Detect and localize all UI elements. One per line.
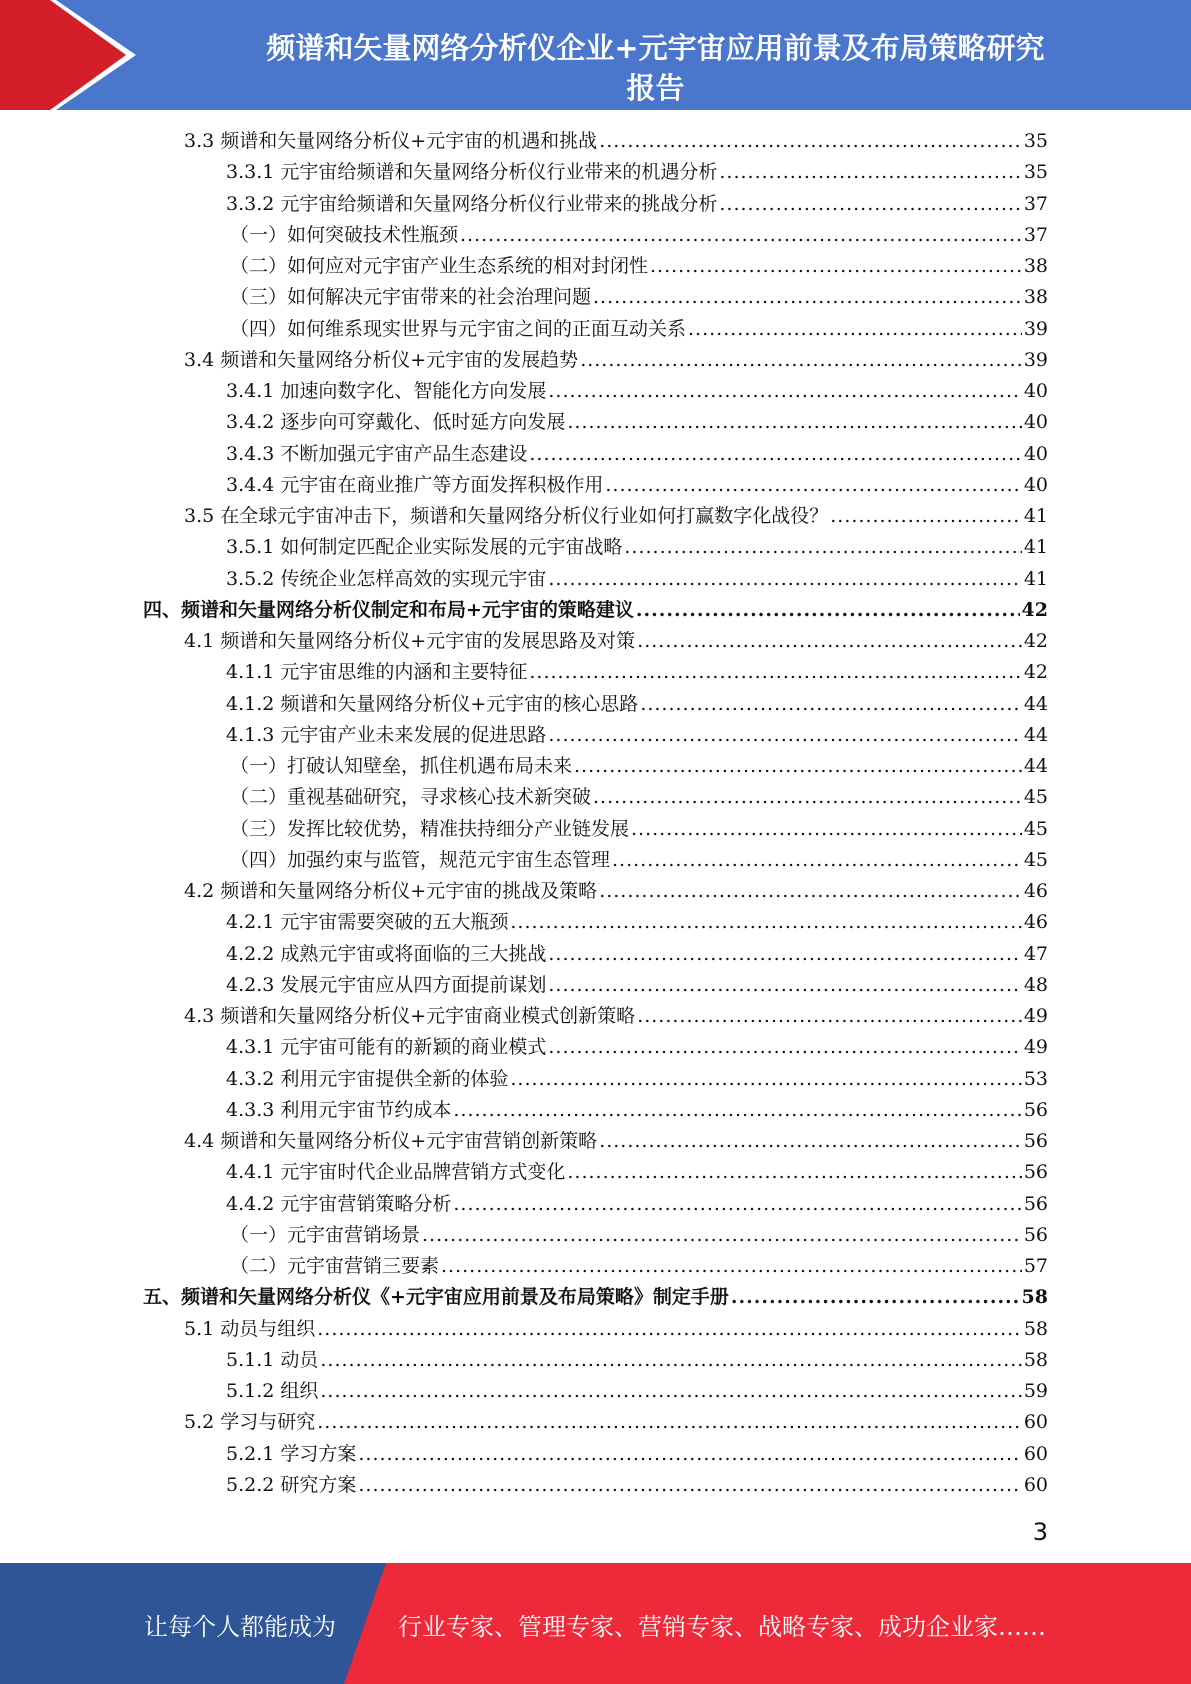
- toc-entry-label: （二）元宇宙营销三要素: [230, 1255, 440, 1277]
- toc-entry-page: 38: [1023, 255, 1048, 277]
- toc-entry-page: 35: [1023, 130, 1048, 152]
- toc-entry[interactable]: [226, 439, 1048, 470]
- toc-entry[interactable]: [226, 157, 1048, 188]
- toc-entry-page: 53: [1023, 1067, 1048, 1090]
- toc-entry[interactable]: [184, 1001, 1048, 1032]
- toc-entry[interactable]: [226, 1032, 1048, 1063]
- toc-entry-page: 42: [1023, 630, 1048, 652]
- toc-entry-page: 60: [1023, 1411, 1048, 1434]
- toc-entry-page: 56: [1023, 1223, 1048, 1246]
- toc-entry-page: 44: [1023, 755, 1048, 777]
- toc-leader-dots: [548, 568, 1021, 590]
- toc-entry-label: 4.1 频谱和矢量网络分析仪+元宇宙的发展思路及对策: [184, 630, 636, 652]
- toc-leader-dots: [510, 1068, 1021, 1090]
- toc-entry[interactable]: [230, 282, 1048, 313]
- toc-entry-page: 56: [1023, 1192, 1048, 1215]
- toc-leader-dots: [567, 411, 1021, 433]
- toc-leader-dots: [731, 1286, 1020, 1308]
- toc-entry[interactable]: [226, 1376, 1048, 1407]
- toc-entry[interactable]: [230, 251, 1048, 282]
- toc-entry[interactable]: [230, 845, 1048, 876]
- toc-entry-label: 4.1.3 元宇宙产业未来发展的促进思路: [226, 723, 547, 746]
- toc-entry[interactable]: [143, 1282, 1048, 1313]
- toc-entry-label: 5.1.2 组织: [226, 1380, 319, 1402]
- toc-leader-dots: [593, 286, 1022, 308]
- toc-entry[interactable]: [184, 1314, 1048, 1345]
- toc-entry-page: 49: [1023, 1005, 1048, 1027]
- toc-entry-page: 60: [1023, 1473, 1048, 1496]
- report-title-line1: 频谱和矢量网络分析仪企业+元宇宙应用前景及布局策略研究: [266, 31, 1045, 65]
- toc-entry-label: （二）如何应对元宇宙产业生态系统的相对封闭性: [230, 255, 649, 277]
- toc-entry-page: 35: [1023, 161, 1048, 184]
- toc-entry[interactable]: [226, 1439, 1048, 1470]
- toc-entry[interactable]: [226, 1157, 1048, 1188]
- toc-entry-page: 56: [1023, 1161, 1048, 1184]
- toc-leader-dots: [599, 130, 1022, 152]
- toc-entry[interactable]: [230, 751, 1048, 782]
- toc-entry[interactable]: [226, 1095, 1048, 1126]
- toc-entry-label: （一）打破认知壁垒，抓住机遇布局未来: [230, 755, 573, 777]
- toc-leader-dots: [631, 818, 1022, 840]
- toc-entry-page: 42: [1021, 598, 1048, 621]
- toc-leader-dots: [650, 255, 1022, 277]
- toc-leader-dots: [548, 1036, 1021, 1058]
- toc-entry-page: 37: [1023, 223, 1048, 246]
- toc-entry-label: 4.3.1 元宇宙可能有的新颖的商业模式: [226, 1036, 547, 1059]
- toc-entry[interactable]: [226, 1064, 1048, 1095]
- toc-entry-label: 五、频谱和矢量网络分析仪《+元宇宙应用前景及布局策略》制定手册: [143, 1286, 729, 1309]
- toc-entry-label: 4.2 频谱和矢量网络分析仪+元宇宙的挑战及策略: [184, 880, 598, 902]
- toc-leader-dots: [605, 474, 1021, 496]
- toc-entry-page: 42: [1023, 661, 1048, 684]
- toc-entry[interactable]: [226, 939, 1048, 970]
- page-number: 3: [1032, 1518, 1048, 1546]
- toc-leader-dots: [574, 755, 1022, 777]
- toc-entry-label: 4.2.2 成熟元宇宙或将面临的三大挑战: [226, 942, 547, 965]
- toc-leader-dots: [688, 318, 1022, 340]
- toc-entry[interactable]: [230, 1220, 1048, 1251]
- toc-entry-page: 58: [1023, 1348, 1048, 1371]
- toc-entry-label: 四、频谱和矢量网络分析仪制定和布局+元宇宙的策略建议: [143, 598, 634, 621]
- toc-entry-page: 40: [1023, 411, 1048, 434]
- toc-entry-label: 4.3.3 利用元宇宙节约成本: [226, 1098, 452, 1121]
- toc-entry-page: 44: [1023, 692, 1048, 715]
- toc-leader-dots: [441, 1255, 1022, 1277]
- toc-leader-dots: [593, 786, 1022, 808]
- toc-entry-label: 3.3 频谱和矢量网络分析仪+元宇宙的机遇和挑战: [184, 130, 598, 152]
- toc-entry-page: 58: [1023, 1317, 1048, 1340]
- toc-entry[interactable]: [226, 1345, 1048, 1376]
- toc-entry-label: （三）发挥比较优势，精准扶持细分产业链发展: [230, 817, 630, 840]
- toc-entry[interactable]: [226, 1470, 1048, 1501]
- toc-entry-page: 57: [1023, 1255, 1048, 1277]
- toc-entry[interactable]: [184, 1126, 1048, 1157]
- toc-entry-label: 4.4.2 元宇宙营销策略分析: [226, 1192, 452, 1215]
- toc-entry-page: 39: [1023, 317, 1048, 340]
- toc-leader-dots: [637, 1005, 1022, 1027]
- toc-leader-dots: [567, 1161, 1021, 1183]
- toc-entry[interactable]: [226, 970, 1048, 1001]
- toc-leader-dots: [317, 1411, 1022, 1433]
- toc-entry-page: 45: [1023, 786, 1048, 809]
- toc-leader-dots: [453, 1099, 1021, 1121]
- toc-entry[interactable]: [226, 189, 1048, 220]
- toc-entry-label: 5.1 动员与组织: [184, 1317, 316, 1340]
- footer-slogan-right: 行业专家、管理专家、营销专家、战略专家、成功企业家……: [398, 1613, 1046, 1641]
- toc-leader-dots: [636, 599, 1020, 621]
- toc-entry-page: 48: [1023, 973, 1048, 996]
- toc-entry-label: 3.3.2 元宇宙给频谱和矢量网络分析仪行业带来的挑战分析: [226, 192, 718, 215]
- toc-entry-label: （一）元宇宙营销场景: [230, 1223, 421, 1246]
- toc-entry-page: 46: [1023, 911, 1048, 934]
- toc-entry[interactable]: [184, 626, 1048, 657]
- toc-entry-page: 40: [1023, 380, 1048, 402]
- toc-entry-label: 3.4.3 不断加强元宇宙产品生态建设: [226, 442, 528, 465]
- toc-entry[interactable]: [226, 1189, 1048, 1220]
- toc-leader-dots: [529, 661, 1021, 683]
- toc-entry[interactable]: [226, 564, 1048, 595]
- toc-entry-page: 41: [1023, 505, 1048, 527]
- footer-slogan-left: 让每个人都能成为: [144, 1613, 336, 1641]
- toc-leader-dots: [358, 1443, 1021, 1465]
- toc-entry-label: 3.5.2 传统企业怎样高效的实现元宇宙: [226, 567, 547, 590]
- toc-leader-dots: [580, 349, 1022, 371]
- toc-entry-label: 4.2.3 发展元宇宙应从四方面提前谋划: [226, 973, 547, 996]
- toc-entry[interactable]: [184, 501, 1048, 532]
- toc-entry-label: 3.4.2 逐步向可穿戴化、低时延方向发展: [226, 411, 566, 434]
- toc-entry-page: 41: [1023, 567, 1048, 590]
- toc-entry-label: 4.1.1 元宇宙思维的内涵和主要特征: [226, 661, 528, 684]
- toc-entry-page: 47: [1023, 942, 1048, 965]
- toc-leader-dots: [320, 1380, 1021, 1402]
- toc-entry-page: 58: [1021, 1286, 1048, 1309]
- toc-entry-label: 3.3.1 元宇宙给频谱和矢量网络分析仪行业带来的机遇分析: [226, 161, 718, 184]
- toc-leader-dots: [640, 693, 1022, 715]
- toc-entry-label: 3.5.1 如何制定匹配企业实际发展的元宇宙战略: [226, 536, 623, 559]
- toc-entry-page: 38: [1023, 286, 1048, 309]
- page-header: [0, 0, 1191, 110]
- toc-entry[interactable]: [230, 314, 1048, 345]
- toc-entry-page: 40: [1023, 442, 1048, 465]
- toc-entry-label: （二）重视基础研究，寻求核心技术新突破: [230, 786, 592, 809]
- toc-leader-dots: [599, 880, 1022, 902]
- toc-entry[interactable]: [143, 595, 1048, 626]
- page-footer: [0, 1563, 1191, 1684]
- toc-leader-dots: [453, 1193, 1021, 1215]
- toc-leader-dots: [529, 443, 1021, 465]
- toc-entry-page: 49: [1023, 1036, 1048, 1059]
- toc-leader-dots: [317, 1318, 1022, 1340]
- toc-entry-label: 4.4 频谱和矢量网络分析仪+元宇宙营销创新策略: [184, 1130, 598, 1152]
- toc-entry-label: （四）加强约束与监管，规范元宇宙生态管理: [230, 848, 611, 871]
- toc-entry[interactable]: [226, 689, 1048, 720]
- toc-entry-label: 5.2 学习与研究: [184, 1411, 316, 1434]
- toc-entry-label: 5.1.1 动员: [226, 1348, 319, 1371]
- toc-leader-dots: [460, 224, 1022, 246]
- toc-leader-dots: [358, 1474, 1021, 1496]
- toc-leader-dots: [612, 849, 1022, 871]
- toc-entry[interactable]: [230, 782, 1048, 813]
- toc-entry[interactable]: [226, 407, 1048, 438]
- toc-entry-page: 45: [1023, 848, 1048, 871]
- red-chevron-icon: [0, 0, 150, 110]
- toc-entry[interactable]: [230, 220, 1048, 251]
- report-title-line2: 报告: [626, 71, 685, 105]
- toc-entry-label: 3.4 频谱和矢量网络分析仪+元宇宙的发展趋势: [184, 348, 579, 371]
- toc-leader-dots: [548, 724, 1021, 746]
- toc-entry-page: 46: [1023, 880, 1048, 902]
- toc-entry[interactable]: [230, 814, 1048, 845]
- toc-leader-dots: [599, 1130, 1022, 1152]
- toc-entry-label: （三）如何解决元宇宙带来的社会治理问题: [230, 286, 592, 309]
- toc-leader-dots: [719, 161, 1021, 183]
- toc-leader-dots: [320, 1349, 1021, 1371]
- toc-entry-label: 5.2.2 研究方案: [226, 1473, 357, 1496]
- toc-entry[interactable]: [230, 1251, 1048, 1282]
- toc-entry-page: 56: [1023, 1130, 1048, 1152]
- toc-entry-label: 4.2.1 元宇宙需要突破的五大瓶颈: [226, 911, 509, 934]
- toc-leader-dots: [422, 1224, 1022, 1246]
- toc-leader-dots: [510, 911, 1021, 933]
- toc-entry-page: 45: [1023, 817, 1048, 840]
- toc-entry-label: （一）如何突破技术性瓶颈: [230, 223, 459, 246]
- toc-entry-label: 3.5 在全球元宇宙冲击下，频谱和矢量网络分析仪行业如何打赢数字化战役？: [184, 505, 829, 527]
- toc-entry[interactable]: [226, 376, 1048, 407]
- report-title: [150, 28, 1161, 108]
- toc-entry-page: 56: [1023, 1098, 1048, 1121]
- toc-entry-page: 44: [1023, 723, 1048, 746]
- toc-entry-page: 41: [1023, 536, 1048, 559]
- toc-entry-label: 4.4.1 元宇宙时代企业品牌营销方式变化: [226, 1161, 566, 1184]
- toc-leader-dots: [548, 943, 1021, 965]
- toc-entry[interactable]: [184, 1407, 1048, 1438]
- toc-entry[interactable]: [184, 126, 1048, 157]
- toc-entry-label: 3.4.4 元宇宙在商业推广等方面发挥积极作用: [226, 473, 604, 496]
- toc-entry-label: 3.4.1 加速向数字化、智能化方向发展: [226, 380, 547, 402]
- toc-entry-page: 40: [1023, 473, 1048, 496]
- toc-entry-label: 5.2.1 学习方案: [226, 1442, 357, 1465]
- toc-leader-dots: [624, 536, 1021, 558]
- toc-entry[interactable]: [226, 657, 1048, 688]
- toc-leader-dots: [830, 505, 1022, 527]
- toc-entry-page: 37: [1023, 192, 1048, 215]
- toc-entry[interactable]: [184, 345, 1048, 376]
- toc-entry-label: （四）如何维系现实世界与元宇宙之间的正面互动关系: [230, 317, 687, 340]
- toc-leader-dots: [719, 193, 1021, 215]
- toc-entry-page: 39: [1023, 348, 1048, 371]
- toc-entry[interactable]: [226, 532, 1048, 563]
- toc-leader-dots: [548, 380, 1021, 402]
- toc-entry[interactable]: [226, 470, 1048, 501]
- toc-entry[interactable]: [184, 876, 1048, 907]
- toc-entry-page: 59: [1023, 1380, 1048, 1402]
- toc-entry-page: 60: [1023, 1442, 1048, 1465]
- toc-entry[interactable]: [226, 907, 1048, 938]
- toc-entry-label: 4.3 频谱和矢量网络分析仪+元宇宙商业模式创新策略: [184, 1005, 636, 1027]
- toc-entry-label: 4.3.2 利用元宇宙提供全新的体验: [226, 1067, 509, 1090]
- toc-entry-label: 4.1.2 频谱和矢量网络分析仪+元宇宙的核心思路: [226, 692, 639, 715]
- toc-leader-dots: [548, 974, 1021, 996]
- toc-entry[interactable]: [226, 720, 1048, 751]
- toc-leader-dots: [637, 630, 1022, 652]
